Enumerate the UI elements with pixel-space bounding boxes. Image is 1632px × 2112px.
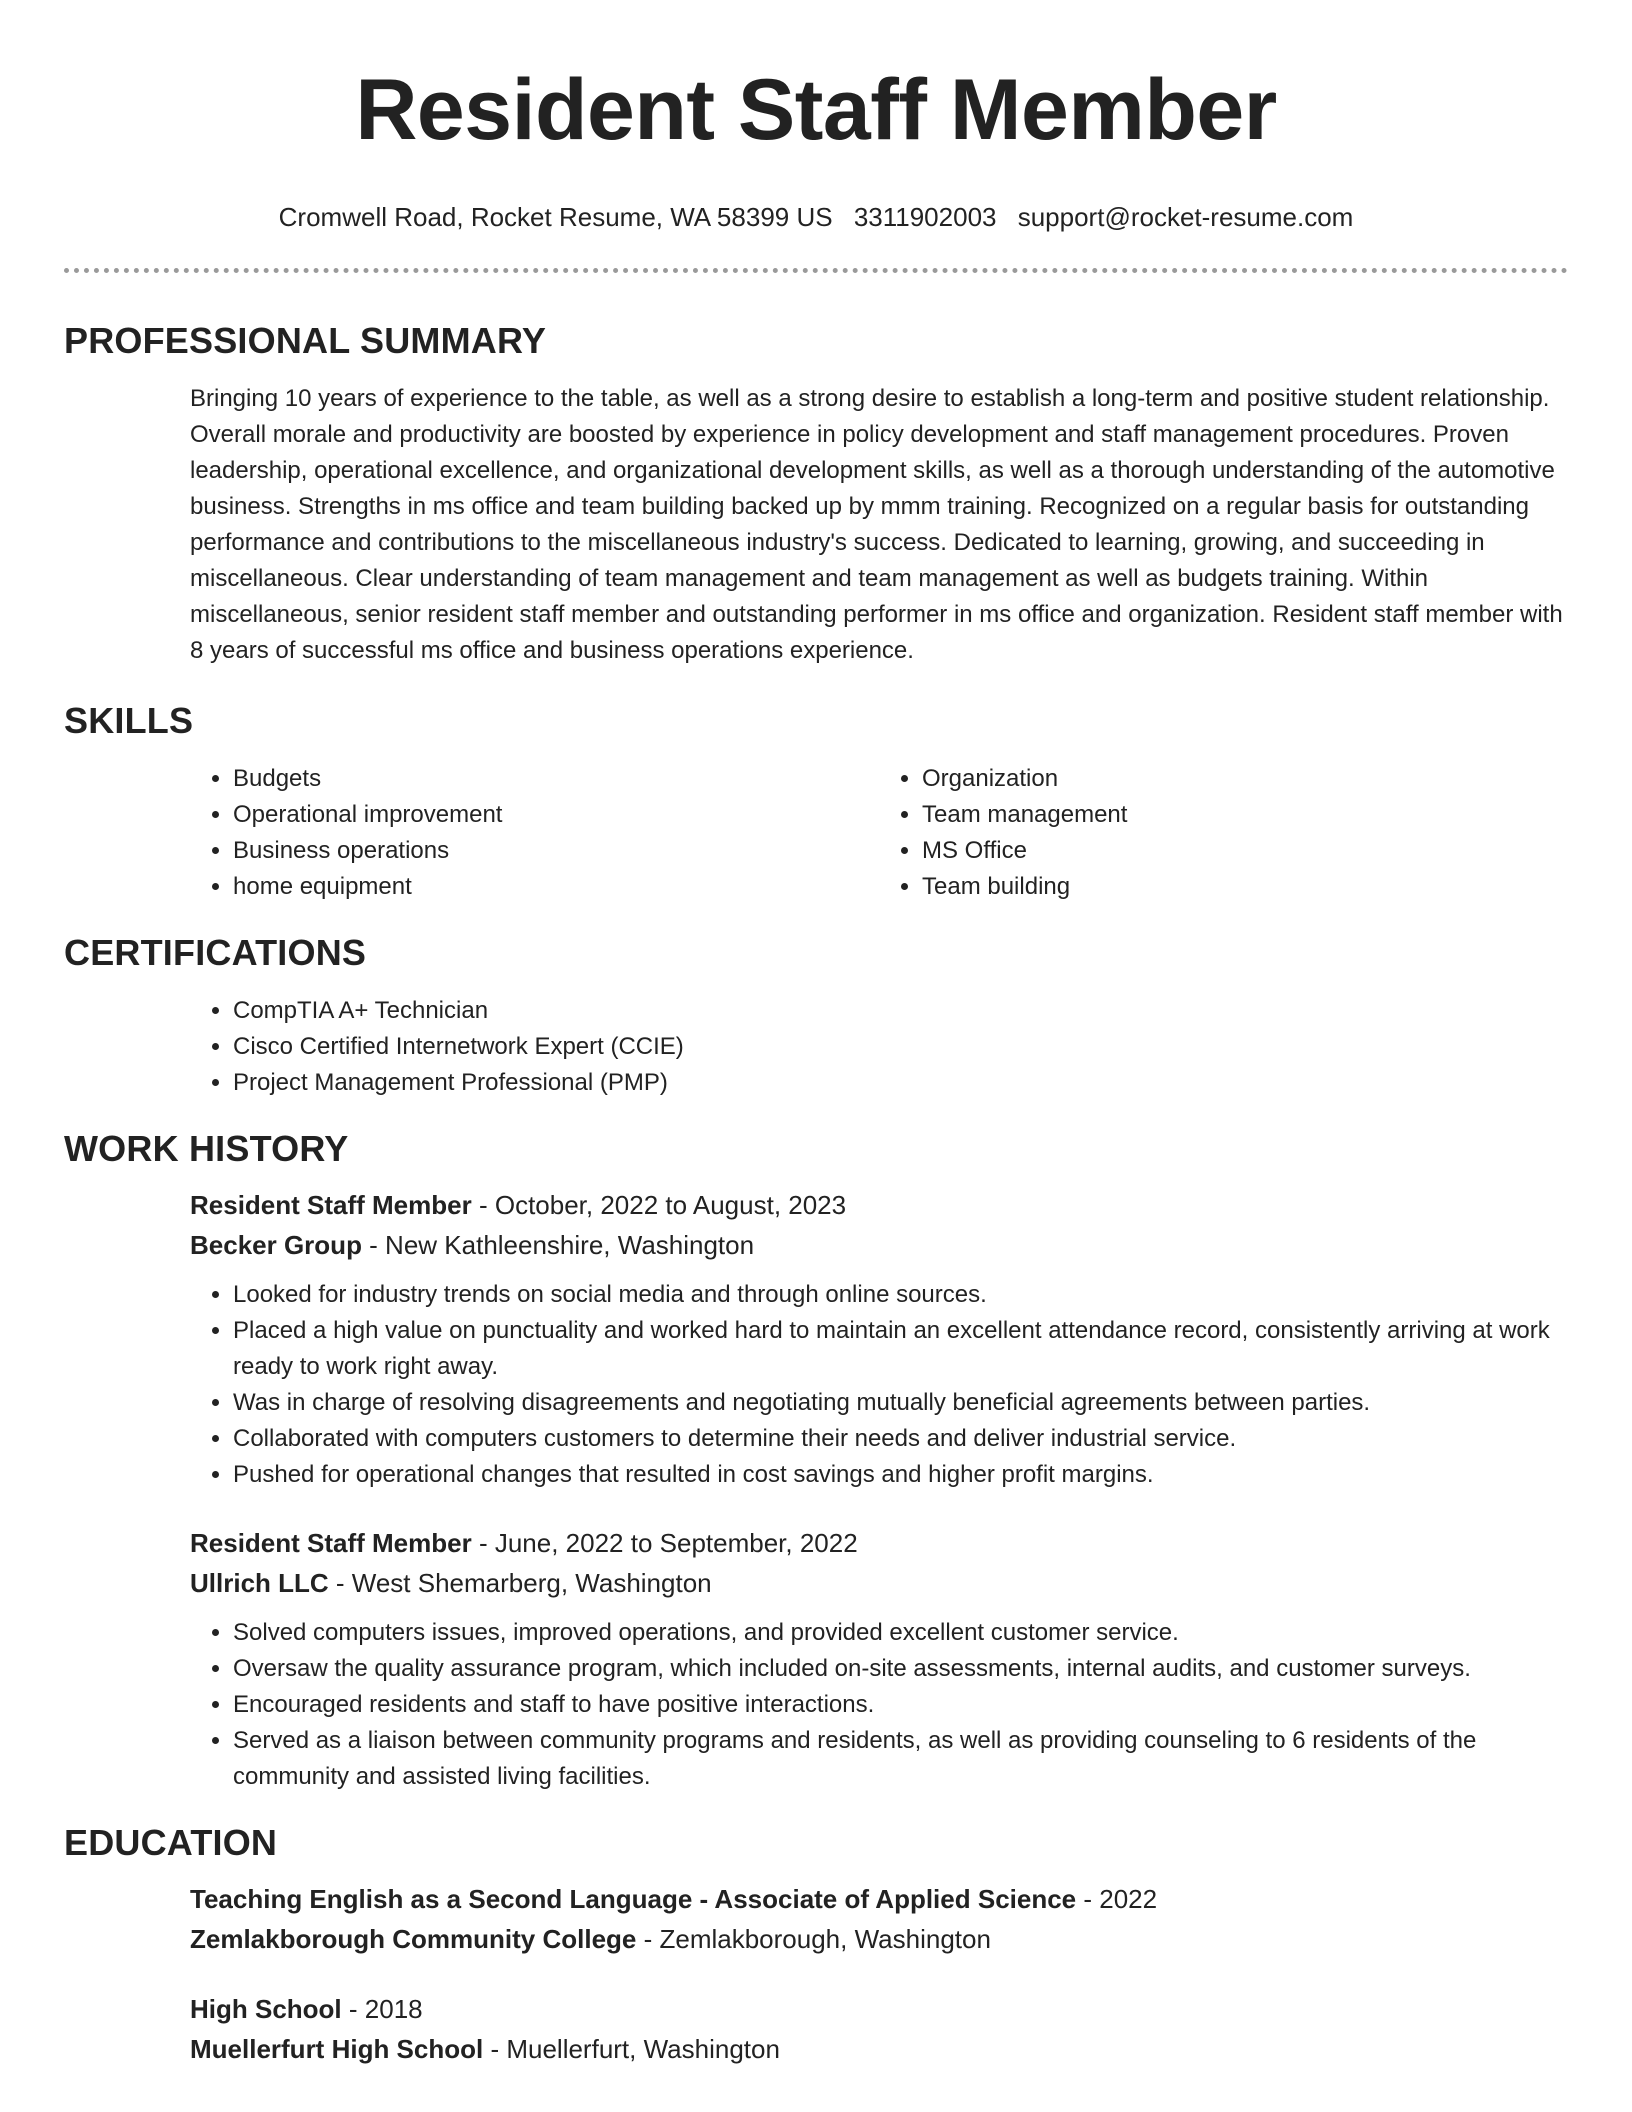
job-dates: - June, 2022 to September, 2022 bbox=[471, 1528, 858, 1558]
education-heading: EDUCATION bbox=[64, 1822, 278, 1863]
skills-list bbox=[190, 761, 1568, 905]
job-bullets bbox=[190, 1615, 1568, 1795]
job-bullet: • Was in charge of resolving disagreements and negotiating mutually beneficial agreements between parties. bbox=[233, 1385, 1568, 1421]
school-line bbox=[190, 1919, 1568, 1959]
job-role: Resident Staff Member bbox=[190, 1190, 472, 1220]
skills-column-right bbox=[879, 761, 1568, 905]
school-location: - Zemlakborough, Washington bbox=[636, 1924, 991, 1954]
job-bullet: • Encouraged residents and staff to have positive interactions. bbox=[233, 1687, 1568, 1723]
skill-item: • Team building bbox=[922, 869, 1568, 905]
degree-line bbox=[190, 1989, 1568, 2029]
school-name: Muellerfurt High School bbox=[190, 2034, 484, 2064]
job-bullet: • Collaborated with computers customers to determine their needs and deliver industrial service. bbox=[233, 1421, 1568, 1457]
certifications-heading: CERTIFICATIONS bbox=[64, 932, 367, 973]
job-company-line bbox=[190, 1563, 1568, 1603]
graduation-year: - 2018 bbox=[341, 1994, 423, 2024]
header-divider bbox=[64, 268, 1568, 273]
skill-item: • Operational improvement bbox=[233, 797, 879, 833]
phone: 3311902003 bbox=[853, 202, 997, 232]
degree-line bbox=[190, 1879, 1568, 1919]
certification-item: • Project Management Professional (PMP) bbox=[233, 1065, 1568, 1101]
certification-item: • CompTIA A+ Technician bbox=[233, 993, 1568, 1029]
skills-heading: SKILLS bbox=[64, 700, 194, 741]
summary-heading: PROFESSIONAL SUMMARY bbox=[64, 320, 547, 361]
candidate-name: Resident Staff Member bbox=[355, 62, 1277, 158]
job-location: - West Shemarberg, Washington bbox=[328, 1568, 712, 1598]
job-company: Ullrich LLC bbox=[190, 1568, 329, 1598]
summary-section bbox=[64, 319, 1568, 669]
summary-text: Bringing 10 years of experience to the table, as well as a strong desire to establish a long-term and positive student relationship. Overall morale and productivity are boosted by experience in policy development and staff management procedures. Proven leadership, operational excellence, and organizational development skills, as well as a thorough understanding of the automotive business. Strengths in ms office and team building backed up by mmm training. Recognized on a regular basis for outstanding performance and contributions to the miscellaneous industry's success. Dedicated to learning, growing, and succeeding in miscellaneous. Clear understanding of team management and team management as well as budgets training. Within miscellaneous, senior resident staff member and outstanding performer in ms office and organization. Resident staff member with 8 years of successful ms office and business operations experience. bbox=[190, 385, 1563, 664]
job-title-line bbox=[190, 1523, 1568, 1563]
job-role: Resident Staff Member bbox=[190, 1528, 472, 1558]
school-location: - Muellerfurt, Washington bbox=[483, 2034, 780, 2064]
job-bullet: • Placed a high value on punctuality and worked hard to maintain an excellent attendance record, consistently arriving at work ready to work right away. bbox=[233, 1313, 1568, 1385]
certification-item: • Cisco Certified Internetwork Expert (CCIE) bbox=[233, 1029, 1568, 1065]
school-line bbox=[190, 2029, 1568, 2069]
job-bullets bbox=[190, 1277, 1568, 1493]
education-section bbox=[64, 1821, 1568, 2069]
job-title-line bbox=[190, 1185, 1568, 1225]
job-company: Becker Group bbox=[190, 1230, 362, 1260]
skill-item: • MS Office bbox=[922, 833, 1568, 869]
job-bullet: • Pushed for operational changes that resulted in cost savings and higher profit margins. bbox=[233, 1457, 1568, 1493]
job-bullet: • Oversaw the quality assurance program, which included on-site assessments, internal audits, and customer surveys. bbox=[233, 1651, 1568, 1687]
job-bullet: • Solved computers issues, improved operations, and provided excellent customer service. bbox=[233, 1615, 1568, 1651]
work-history-heading: WORK HISTORY bbox=[64, 1128, 349, 1169]
skill-item: • Organization bbox=[922, 761, 1568, 797]
job-location: - New Kathleenshire, Washington bbox=[361, 1230, 755, 1260]
job-bullet: • Served as a liaison between community programs and residents, as well as providing counseling to 6 residents of the community and assisted living facilities. bbox=[233, 1723, 1568, 1795]
work-history-section bbox=[64, 1127, 1568, 1795]
degree: Teaching English as a Second Language - Associate of Applied Science bbox=[190, 1884, 1077, 1914]
skill-item: • home equipment bbox=[233, 869, 879, 905]
certifications-section bbox=[64, 931, 1568, 1101]
skills-column-left bbox=[190, 761, 879, 905]
skill-item: • Team management bbox=[922, 797, 1568, 833]
school-name: Zemlakborough Community College bbox=[190, 1924, 637, 1954]
skill-item: • Budgets bbox=[233, 761, 879, 797]
address: Cromwell Road, Rocket Resume, WA 58399 US bbox=[278, 202, 833, 232]
education-entry bbox=[190, 1989, 1568, 2069]
certifications-list bbox=[190, 993, 1568, 1101]
education-entry bbox=[190, 1879, 1568, 1959]
job-company-line bbox=[190, 1225, 1568, 1265]
job-dates: - October, 2022 to August, 2023 bbox=[471, 1190, 847, 1220]
graduation-year: - 2022 bbox=[1076, 1884, 1158, 1914]
email: support@rocket-resume.com bbox=[1017, 202, 1354, 232]
contact-line bbox=[64, 200, 1568, 234]
job-entry bbox=[190, 1185, 1568, 1493]
skills-section bbox=[64, 699, 1568, 905]
job-bullet: • Looked for industry trends on social media and through online sources. bbox=[233, 1277, 1568, 1313]
job-entry bbox=[190, 1523, 1568, 1795]
degree: High School bbox=[190, 1994, 342, 2024]
skill-item: • Business operations bbox=[233, 833, 879, 869]
